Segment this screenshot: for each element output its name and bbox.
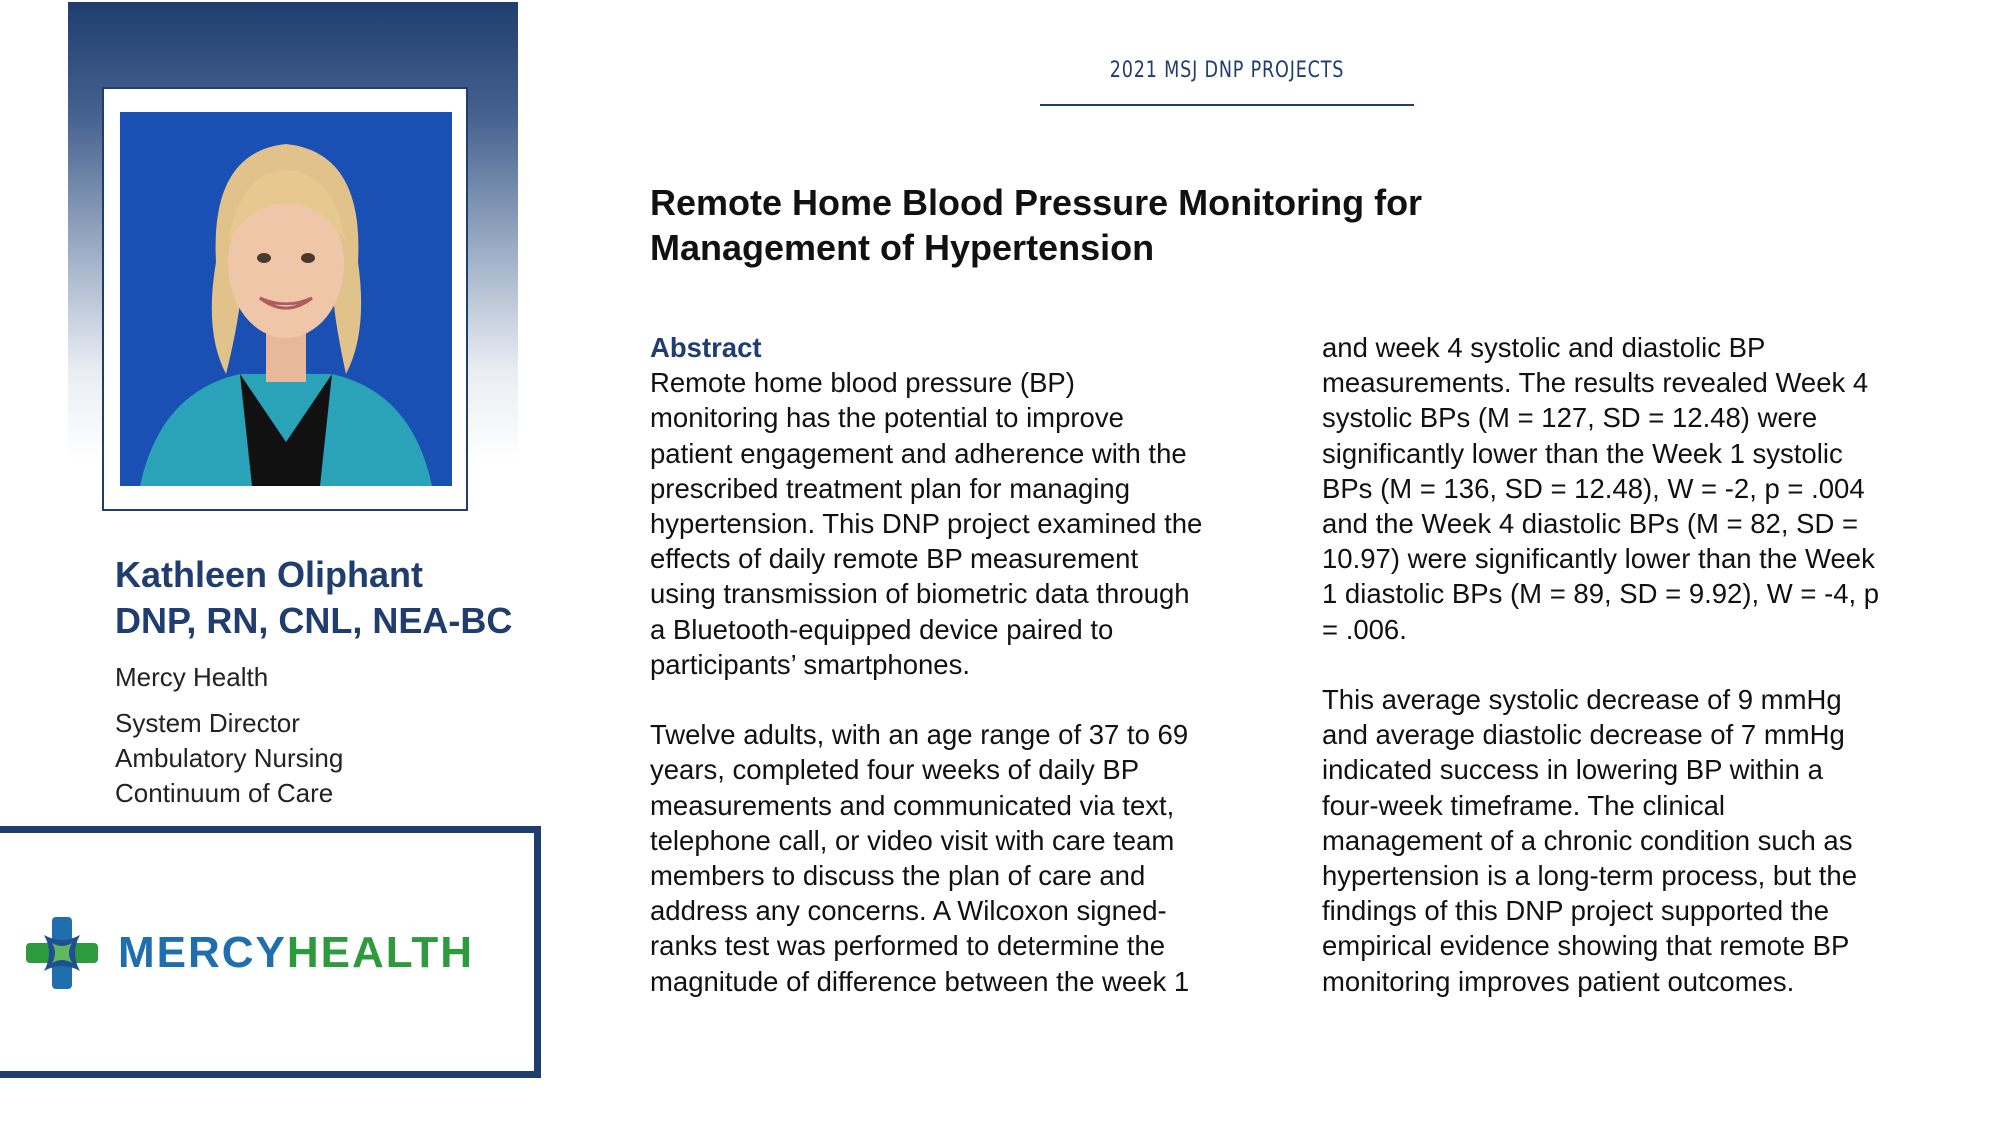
abstract-line: 1 diastolic BPs (M = 89, SD = 9.92), W = -4, p	[1322, 578, 1880, 610]
abstract-line: = .006.	[1322, 613, 1407, 645]
abstract-line: findings of this DNP project supported the	[1322, 895, 1830, 927]
abstract-line: monitoring has the potential to improve	[650, 402, 1124, 434]
abstract-line: magnitude of difference between the week 1	[650, 965, 1190, 997]
abstract-column-2	[1322, 330, 1922, 999]
title-line: Management of Hypertension	[650, 227, 1155, 268]
author-role-line: Continuum of Care	[115, 778, 334, 808]
abstract-line: and average diastolic decrease of 7 mmHg	[1322, 719, 1845, 751]
abstract-line: four-week timeframe. The clinical	[1322, 789, 1725, 821]
abstract-line: Twelve adults, with an age range of 37 to 69	[650, 719, 1189, 751]
paragraph-gap	[1322, 647, 1922, 682]
abstract-line: hypertension is a long-term process, but the	[1322, 860, 1858, 892]
abstract-line: empirical evidence showing that remote BP	[1322, 930, 1850, 962]
author-role	[115, 706, 535, 811]
abstract-line: measurements. The results revealed Week 4	[1322, 367, 1869, 399]
header-tag: 2021 MSJ DNP PROJECTS	[1109, 58, 1345, 83]
author-photo	[120, 112, 452, 486]
abstract-heading: Abstract	[650, 332, 762, 363]
author-info	[115, 552, 535, 811]
abstract-line: participants’ smartphones.	[650, 648, 970, 680]
abstract-line: effects of daily remote BP measurement	[650, 543, 1139, 575]
header-divider	[1040, 104, 1414, 106]
page-title	[650, 180, 1600, 270]
abstract-line: hypertension. This DNP project examined the	[650, 508, 1203, 540]
logo-word-health: HEALTH	[286, 928, 475, 977]
abstract-line: BPs (M = 136, SD = 12.48), W = -2, p = .004	[1322, 472, 1865, 504]
abstract-line: telephone call, or video visit with care team	[650, 824, 1175, 856]
abstract-line: patient engagement and adherence with the	[650, 437, 1187, 469]
author-organization: Mercy Health	[115, 662, 269, 692]
abstract-line: monitoring improves patient outcomes.	[1322, 965, 1795, 997]
logo-wordmark	[118, 925, 474, 981]
abstract-line: indicated success in lowering BP within a	[1322, 754, 1823, 786]
abstract-line: using transmission of biometric data through	[650, 578, 1190, 610]
abstract-line: and the Week 4 diastolic BPs (M = 82, SD =	[1322, 508, 1859, 540]
abstract-line: 10.97) were significantly lower than the Week	[1322, 543, 1875, 575]
abstract-line: and week 4 systolic and diastolic BP	[1322, 332, 1766, 363]
logo-word-mercy: MERCY	[118, 928, 287, 977]
abstract-line: members to discuss the plan of care and	[650, 860, 1146, 892]
author-role-line: System Director	[115, 708, 300, 738]
abstract-line: measurements and communicated via text,	[650, 789, 1175, 821]
abstract-line: years, completed four weeks of daily BP	[650, 754, 1140, 786]
author-name: Kathleen Oliphant	[115, 554, 424, 595]
abstract-line: systolic BPs (M = 127, SD = 12.48) were	[1322, 402, 1818, 434]
abstract-line: ranks test was performed to determine the	[650, 930, 1166, 962]
abstract-column-1	[650, 330, 1250, 999]
abstract-line: prescribed treatment plan for managing	[650, 472, 1130, 504]
author-credentials: DNP, RN, CNL, NEA-BC	[115, 600, 513, 641]
portrait-illustration	[120, 112, 452, 486]
abstract-line: This average systolic decrease of 9 mmHg	[1322, 684, 1842, 716]
title-line: Remote Home Blood Pressure Monitoring for	[650, 182, 1423, 223]
cross-logo-icon	[22, 913, 102, 993]
abstract-line: a Bluetooth-equipped device paired to	[650, 613, 1114, 645]
paragraph-gap	[650, 682, 1250, 717]
abstract-line: significantly lower than the Week 1 systolic	[1322, 437, 1843, 469]
author-role-line: Ambulatory Nursing	[115, 743, 344, 773]
logo-box	[0, 826, 541, 1078]
abstract-line: management of a chronic condition such as	[1322, 824, 1853, 856]
abstract-line: address any concerns. A Wilcoxon signed-	[650, 895, 1167, 927]
abstract-line: Remote home blood pressure (BP)	[650, 367, 1075, 399]
